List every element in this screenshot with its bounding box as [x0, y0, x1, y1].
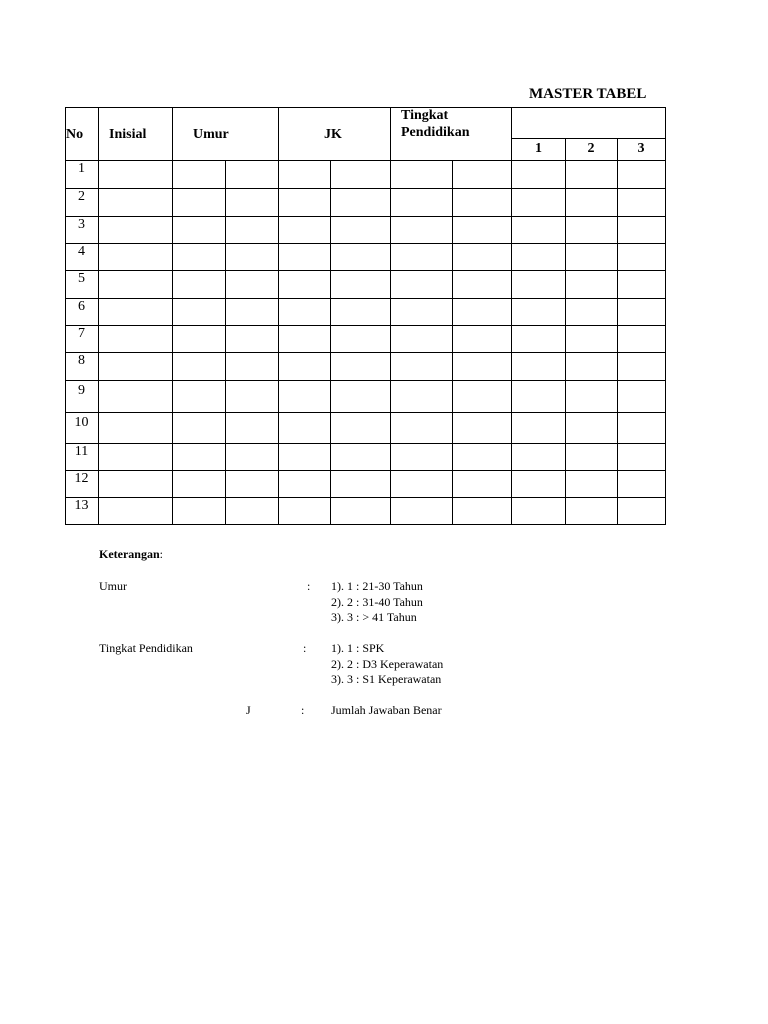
row-number: 10: [74, 414, 89, 430]
header-inisial: Inisial: [109, 127, 147, 142]
row-number: 1: [78, 161, 85, 176]
body-column-divider: [278, 160, 279, 525]
row-divider: [65, 325, 666, 326]
legend-umur-colon: :: [307, 579, 311, 593]
row-divider: [65, 160, 666, 161]
legend-j-label: J: [246, 703, 251, 717]
body-column-divider: [98, 160, 99, 525]
legend-pendidikan-item-3: 3). 3 : S1 Keperawatan: [331, 672, 442, 686]
body-column-divider: [330, 160, 331, 525]
row-divider: [65, 443, 666, 444]
row-number: 12: [74, 470, 89, 486]
row-divider: [65, 412, 666, 413]
row-divider: [65, 352, 666, 353]
legend-pendidikan-colon: :: [303, 641, 307, 655]
row-divider: [65, 188, 666, 189]
row-number: 13: [74, 497, 89, 513]
row-number: 9: [78, 383, 85, 398]
header-column-divider: [665, 107, 666, 161]
body-column-divider: [452, 160, 453, 525]
legend-umur-item-1: 1). 1 : 21-30 Tahun: [331, 579, 423, 593]
row-divider: [65, 216, 666, 217]
row-number: 7: [78, 325, 85, 341]
row-divider: [65, 298, 666, 299]
header-tingkat-line1: Tingkat: [401, 108, 449, 123]
row-divider: [65, 497, 666, 498]
header-column-divider: [98, 107, 99, 161]
sub-col-2: 2: [587, 141, 595, 156]
body-column-divider: [225, 160, 226, 525]
sub-col-3: 3: [637, 141, 645, 156]
row-divider: [65, 270, 666, 271]
legend-j-value: Jumlah Jawaban Benar: [331, 703, 442, 717]
row-number: 6: [78, 298, 85, 314]
table-top-border: [65, 107, 666, 108]
table-bottom-border: [65, 524, 666, 525]
header-tingkat-line2: Pendidikan: [401, 125, 470, 140]
header-umur: Umur: [193, 127, 229, 142]
row-number: 4: [78, 243, 85, 259]
subheader-column-divider: [617, 138, 618, 161]
body-column-divider: [565, 160, 566, 525]
master-table-title: MASTER TABEL: [529, 86, 647, 102]
row-number: 2: [78, 189, 85, 204]
sub-col-1: 1: [535, 141, 542, 156]
body-column-divider: [617, 160, 618, 525]
header-column-divider: [511, 107, 512, 161]
legend-pendidikan-item-1: 1). 1 : SPK: [331, 641, 385, 655]
body-column-divider: [511, 160, 512, 525]
legend-umur-label: Umur: [99, 579, 127, 593]
row-number: 11: [74, 443, 89, 459]
body-column-divider: [665, 160, 666, 525]
row-number: 5: [78, 271, 85, 286]
row-number: 3: [78, 216, 85, 232]
body-column-divider: [390, 160, 391, 525]
subheader-divider: [511, 138, 666, 139]
subheader-column-divider: [565, 138, 566, 161]
header-no: No: [66, 127, 84, 142]
legend-pendidikan-label: Tingkat Pendidikan: [99, 641, 193, 655]
row-number: 8: [78, 353, 85, 368]
body-column-divider: [172, 160, 173, 525]
body-column-divider: [65, 160, 66, 525]
legend-heading-colon: :: [159, 547, 163, 561]
legend-heading: Keterangan: [99, 547, 160, 561]
header-column-divider: [172, 107, 173, 161]
header-column-divider: [65, 107, 66, 161]
legend-j-colon: :: [301, 703, 305, 717]
legend-umur-item-3: 3). 3 : > 41 Tahun: [331, 610, 417, 624]
header-column-divider: [278, 107, 279, 161]
header-column-divider: [390, 107, 391, 161]
row-divider: [65, 470, 666, 471]
header-jk: JK: [324, 127, 342, 142]
legend-pendidikan-item-2: 2). 2 : D3 Keperawatan: [331, 657, 444, 671]
row-divider: [65, 380, 666, 381]
legend-umur-item-2: 2). 2 : 31-40 Tahun: [331, 595, 423, 609]
row-divider: [65, 243, 666, 244]
